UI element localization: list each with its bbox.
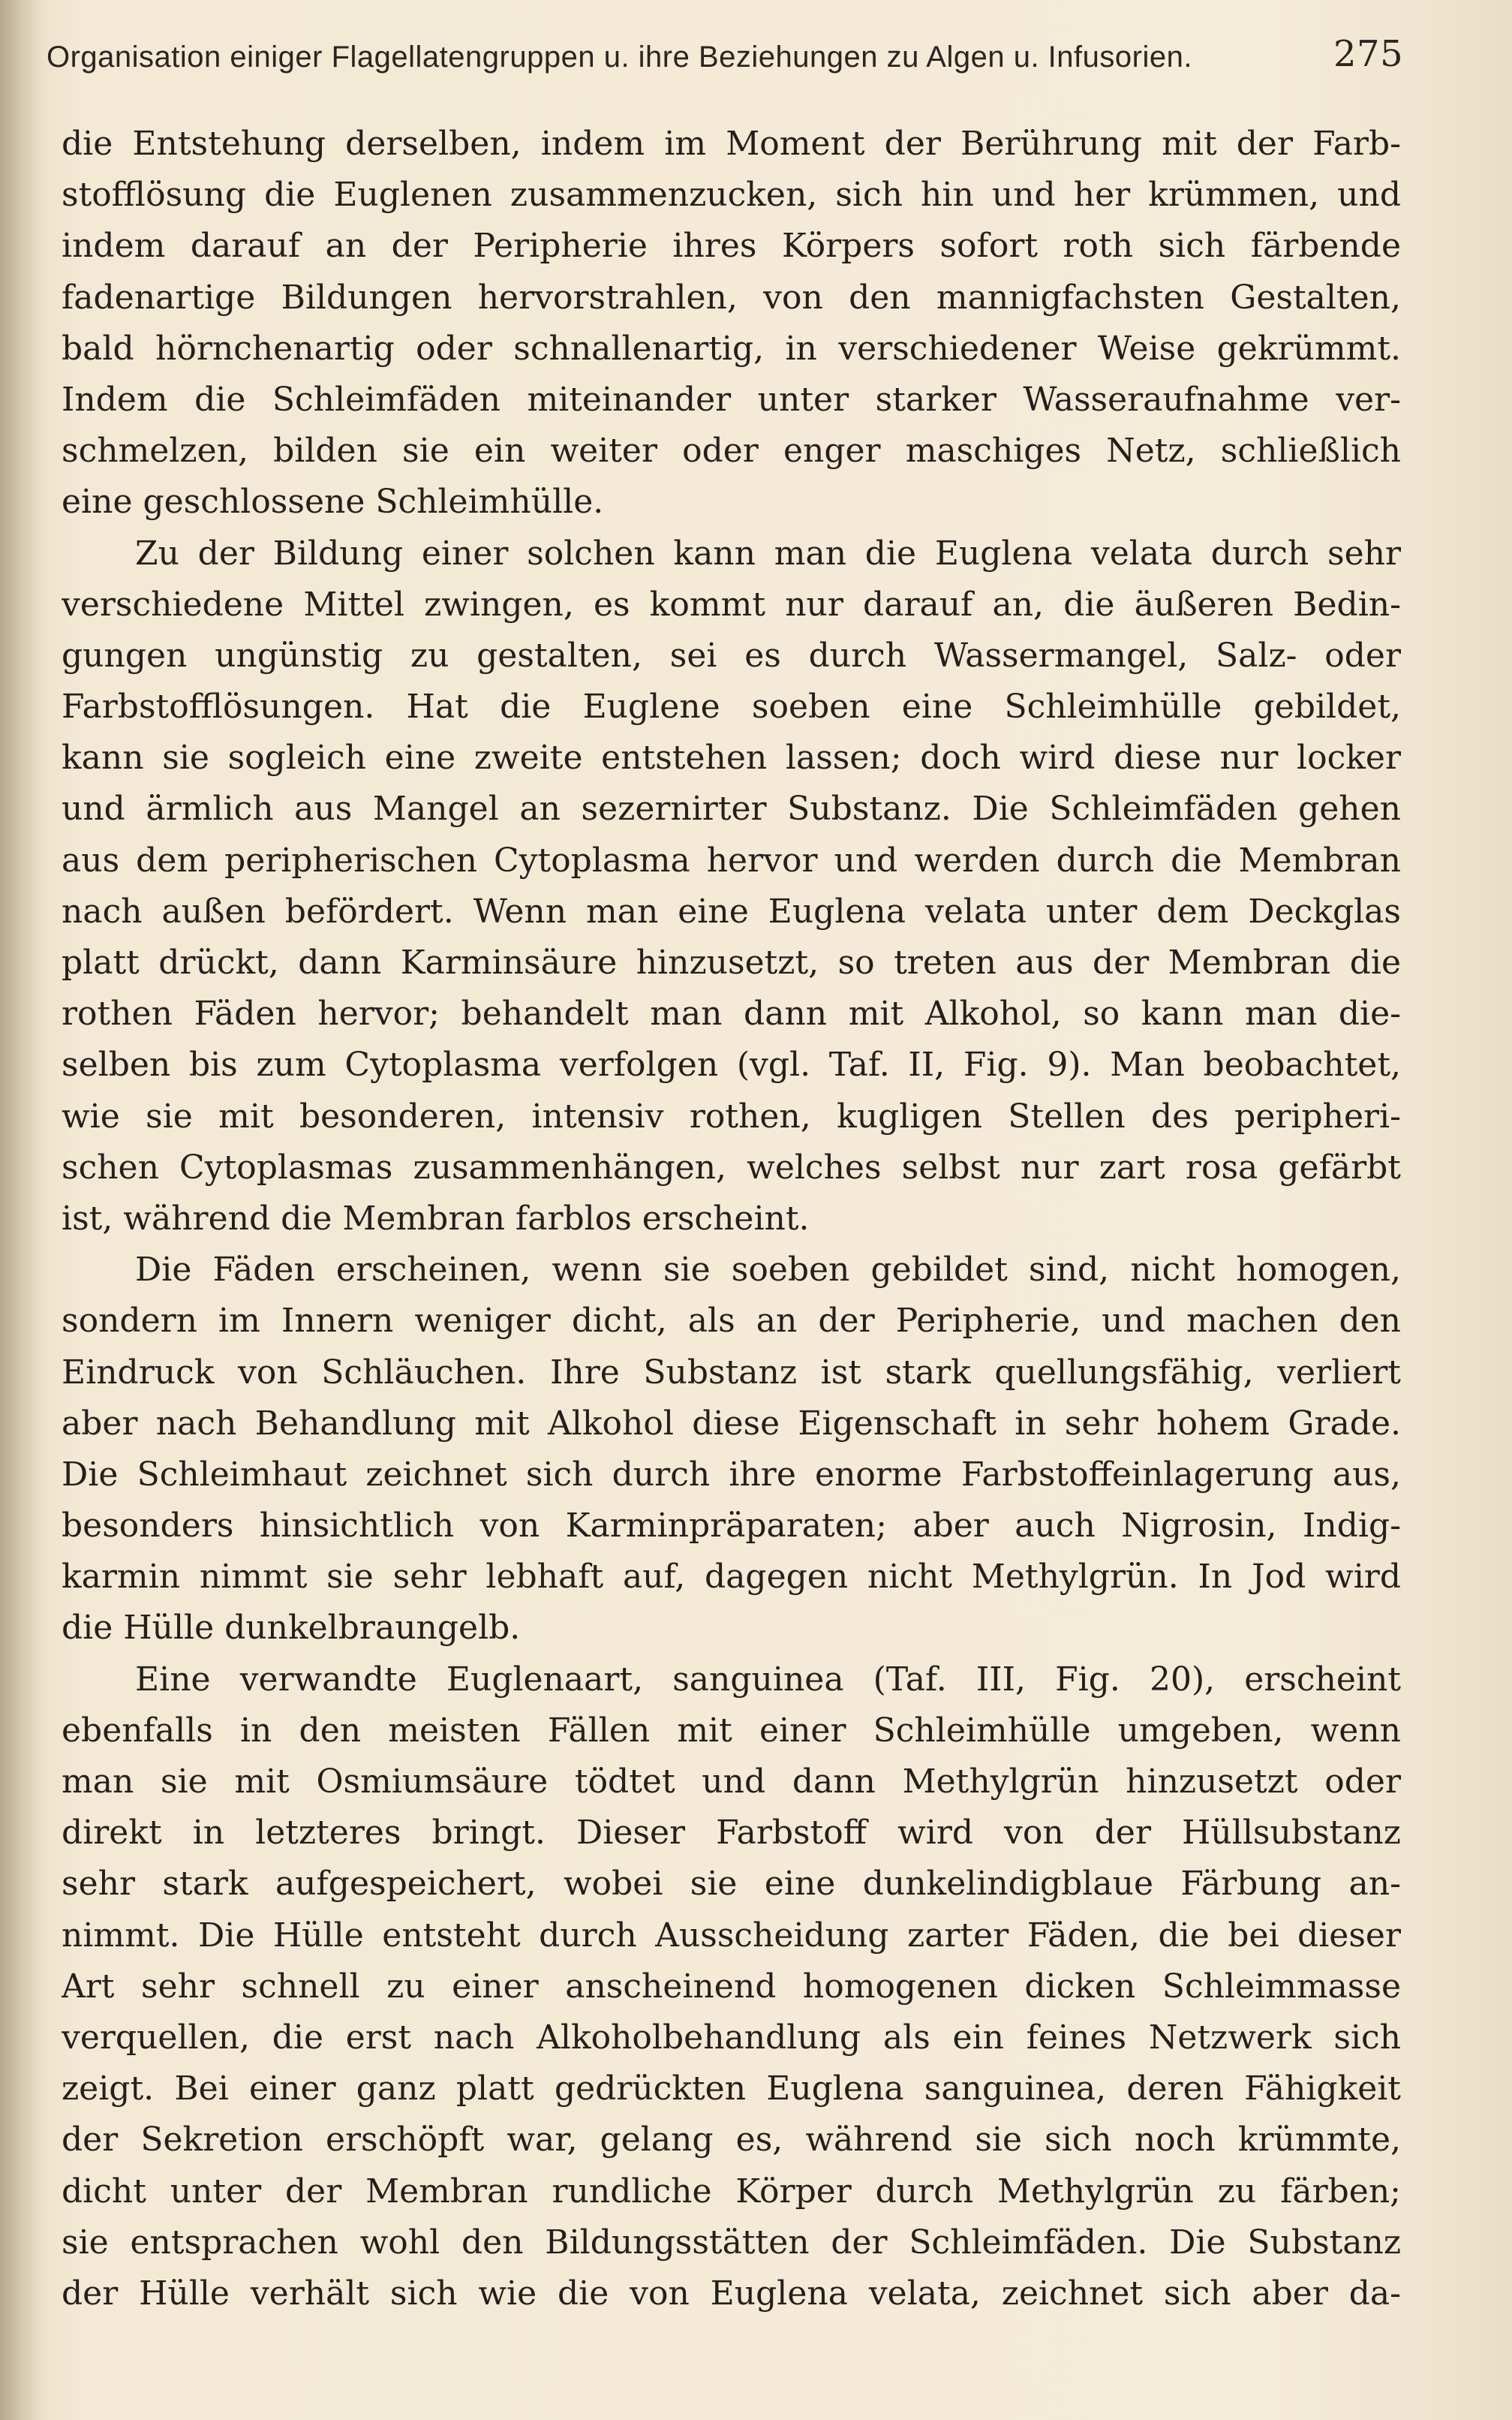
text-line: nach außen befördert. Wenn man eine Euglena velata unter dem Deckglas (62, 892, 1401, 931)
text-line: Zu der Bildung einer solchen kann man die Euglena velata durch sehr (135, 534, 1401, 573)
text-line: gungen ungünstig zu gestalten, sei es durch Wassermangel, Salz- oder (62, 636, 1401, 675)
text-line: karmin nimmt sie sehr lebhaft auf, dagegen nicht Methylgrün. In Jod wird (62, 1558, 1401, 1597)
text-line: Eindruck von Schläuchen. Ihre Substanz ist stark quellungsfähig, verliert (62, 1353, 1401, 1392)
text-line: sehr stark aufgespeichert, wobei sie eine dunkelindigblaue Färbung an- (62, 1865, 1401, 1904)
text-line: fadenartige Bildungen hervorstrahlen, von den mannigfachsten Gestalten, (62, 278, 1401, 317)
running-head (47, 33, 1404, 86)
text-line: schmelzen, bilden sie ein weiter oder enger maschiges Netz, schließlich (62, 432, 1401, 471)
page-number: 275 (1333, 33, 1404, 75)
text-line: aber nach Behandlung mit Alkohol diese Eigenschaft in sehr hohem Grade. (62, 1404, 1401, 1443)
paragraph-4 (62, 1654, 1401, 2319)
text-line: die Entstehung derselben, indem im Moment der Berührung mit der Farb- (62, 125, 1401, 163)
text-line: ist, während die Membran farblos erscheint. (62, 1199, 810, 1238)
text-line: sondern im Innern weniger dicht, als an der Peripherie, und machen den (62, 1302, 1401, 1341)
text-line: kann sie sogleich eine zweite entstehen lassen; doch wird diese nur locker (62, 739, 1401, 778)
text-line: besonders hinsichtlich von Karminpräparaten; aber auch Nigrosin, Indig- (62, 1506, 1401, 1546)
text-line: sie entsprachen wohl den Bildungsstätten der Schleimfäden. Die Substanz (62, 2223, 1401, 2262)
text-line: Die Fäden erscheinen, wenn sie soeben gebildet sind, nicht homogen, (135, 1251, 1401, 1290)
text-line: zeigt. Bei einer ganz platt gedrückten Euglena sanguinea, deren Fähigkeit (62, 2069, 1401, 2108)
text-line: nimmt. Die Hülle entsteht durch Ausscheidung zarter Fäden, die bei dieser (62, 1916, 1401, 1955)
text-line: der Sekretion erschöpft war, gelang es, während sie sich noch krümmte, (62, 2121, 1401, 2160)
body-text (62, 119, 1401, 2319)
text-line: schen Cytoplasmas zusammenhängen, welches selbst nur zart rosa gefärbt (62, 1148, 1401, 1187)
text-line: bald hörnchenartig oder schnallenartig, in verschiedener Weise gekrümmt. (62, 329, 1401, 368)
paragraph-2 (62, 528, 1401, 1245)
text-line: rothen Fäden hervor; behandelt man dann mit Alkohol, so kann man die- (62, 995, 1401, 1034)
text-line: verquellen, die erst nach Alkoholbehandlung als ein feines Netzwerk sich (62, 2018, 1401, 2057)
text-line: Eine verwandte Euglenaart, sanguinea (Taf. III, Fig. 20), erscheint (135, 1660, 1401, 1699)
text-line: der Hülle verhält sich wie die von Euglena velata, zeichnet sich aber da- (62, 2274, 1401, 2313)
text-line: stofflösung die Euglenen zusammenzucken, sich hin und her krümmen, und (62, 176, 1401, 215)
text-line: die Hülle dunkelbraungelb. (62, 1609, 521, 1648)
text-line: Indem die Schleimfäden miteinander unter starker Wasseraufnahme ver- (62, 380, 1401, 419)
text-line: selben bis zum Cytoplasma verfolgen (vgl. Taf. II, Fig. 9). Man beobachtet, (62, 1046, 1401, 1085)
paragraph-1 (62, 119, 1401, 528)
text-line: aus dem peripherischen Cytoplasma hervor und werden durch die Membran (62, 841, 1401, 880)
binding-shadow (0, 0, 45, 2420)
text-line: ebenfalls in den meisten Fällen mit einer Schleimhülle umgeben, wenn (62, 1711, 1401, 1750)
text-line: Die Schleimhaut zeichnet sich durch ihre enorme Farbstoffeinlagerung aus, (62, 1455, 1401, 1494)
text-line: Farbstofflösungen. Hat die Euglene soeben eine Schleimhülle gebildet, (62, 688, 1401, 727)
text-line: eine geschlossene Schleimhülle. (62, 483, 604, 522)
text-line: platt drückt, dann Karminsäure hinzusetzt, so treten aus der Membran die (62, 944, 1401, 982)
text-line: verschiedene Mittel zwingen, es kommt nur darauf an, die äußeren Bedin- (62, 585, 1401, 624)
text-line: indem darauf an der Peripherie ihres Körpers sofort roth sich färbende (62, 227, 1401, 266)
text-line: man sie mit Osmiumsäure tödtet und dann Methylgrün hinzusetzt oder (62, 1762, 1401, 1801)
text-line: wie sie mit besonderen, intensiv rothen, kugligen Stellen des peripheri- (62, 1097, 1401, 1136)
paragraph-3 (62, 1245, 1401, 1654)
text-line: und ärmlich aus Mangel an sezernirter Substanz. Die Schleimfäden gehen (62, 790, 1401, 829)
text-line: direkt in letzteres bringt. Dieser Farbstoff wird von der Hüllsubstanz (62, 1813, 1401, 1853)
text-line: Art sehr schnell zu einer anscheinend homogenen dicken Schleimmasse (62, 1967, 1401, 2006)
text-line: dicht unter der Membran rundliche Körper durch Methylgrün zu färben; (62, 2172, 1401, 2211)
running-head-title: Organisation einiger Flagellatengruppen u. ihre Beziehungen zu Algen u. Infusorien. (47, 41, 1192, 74)
